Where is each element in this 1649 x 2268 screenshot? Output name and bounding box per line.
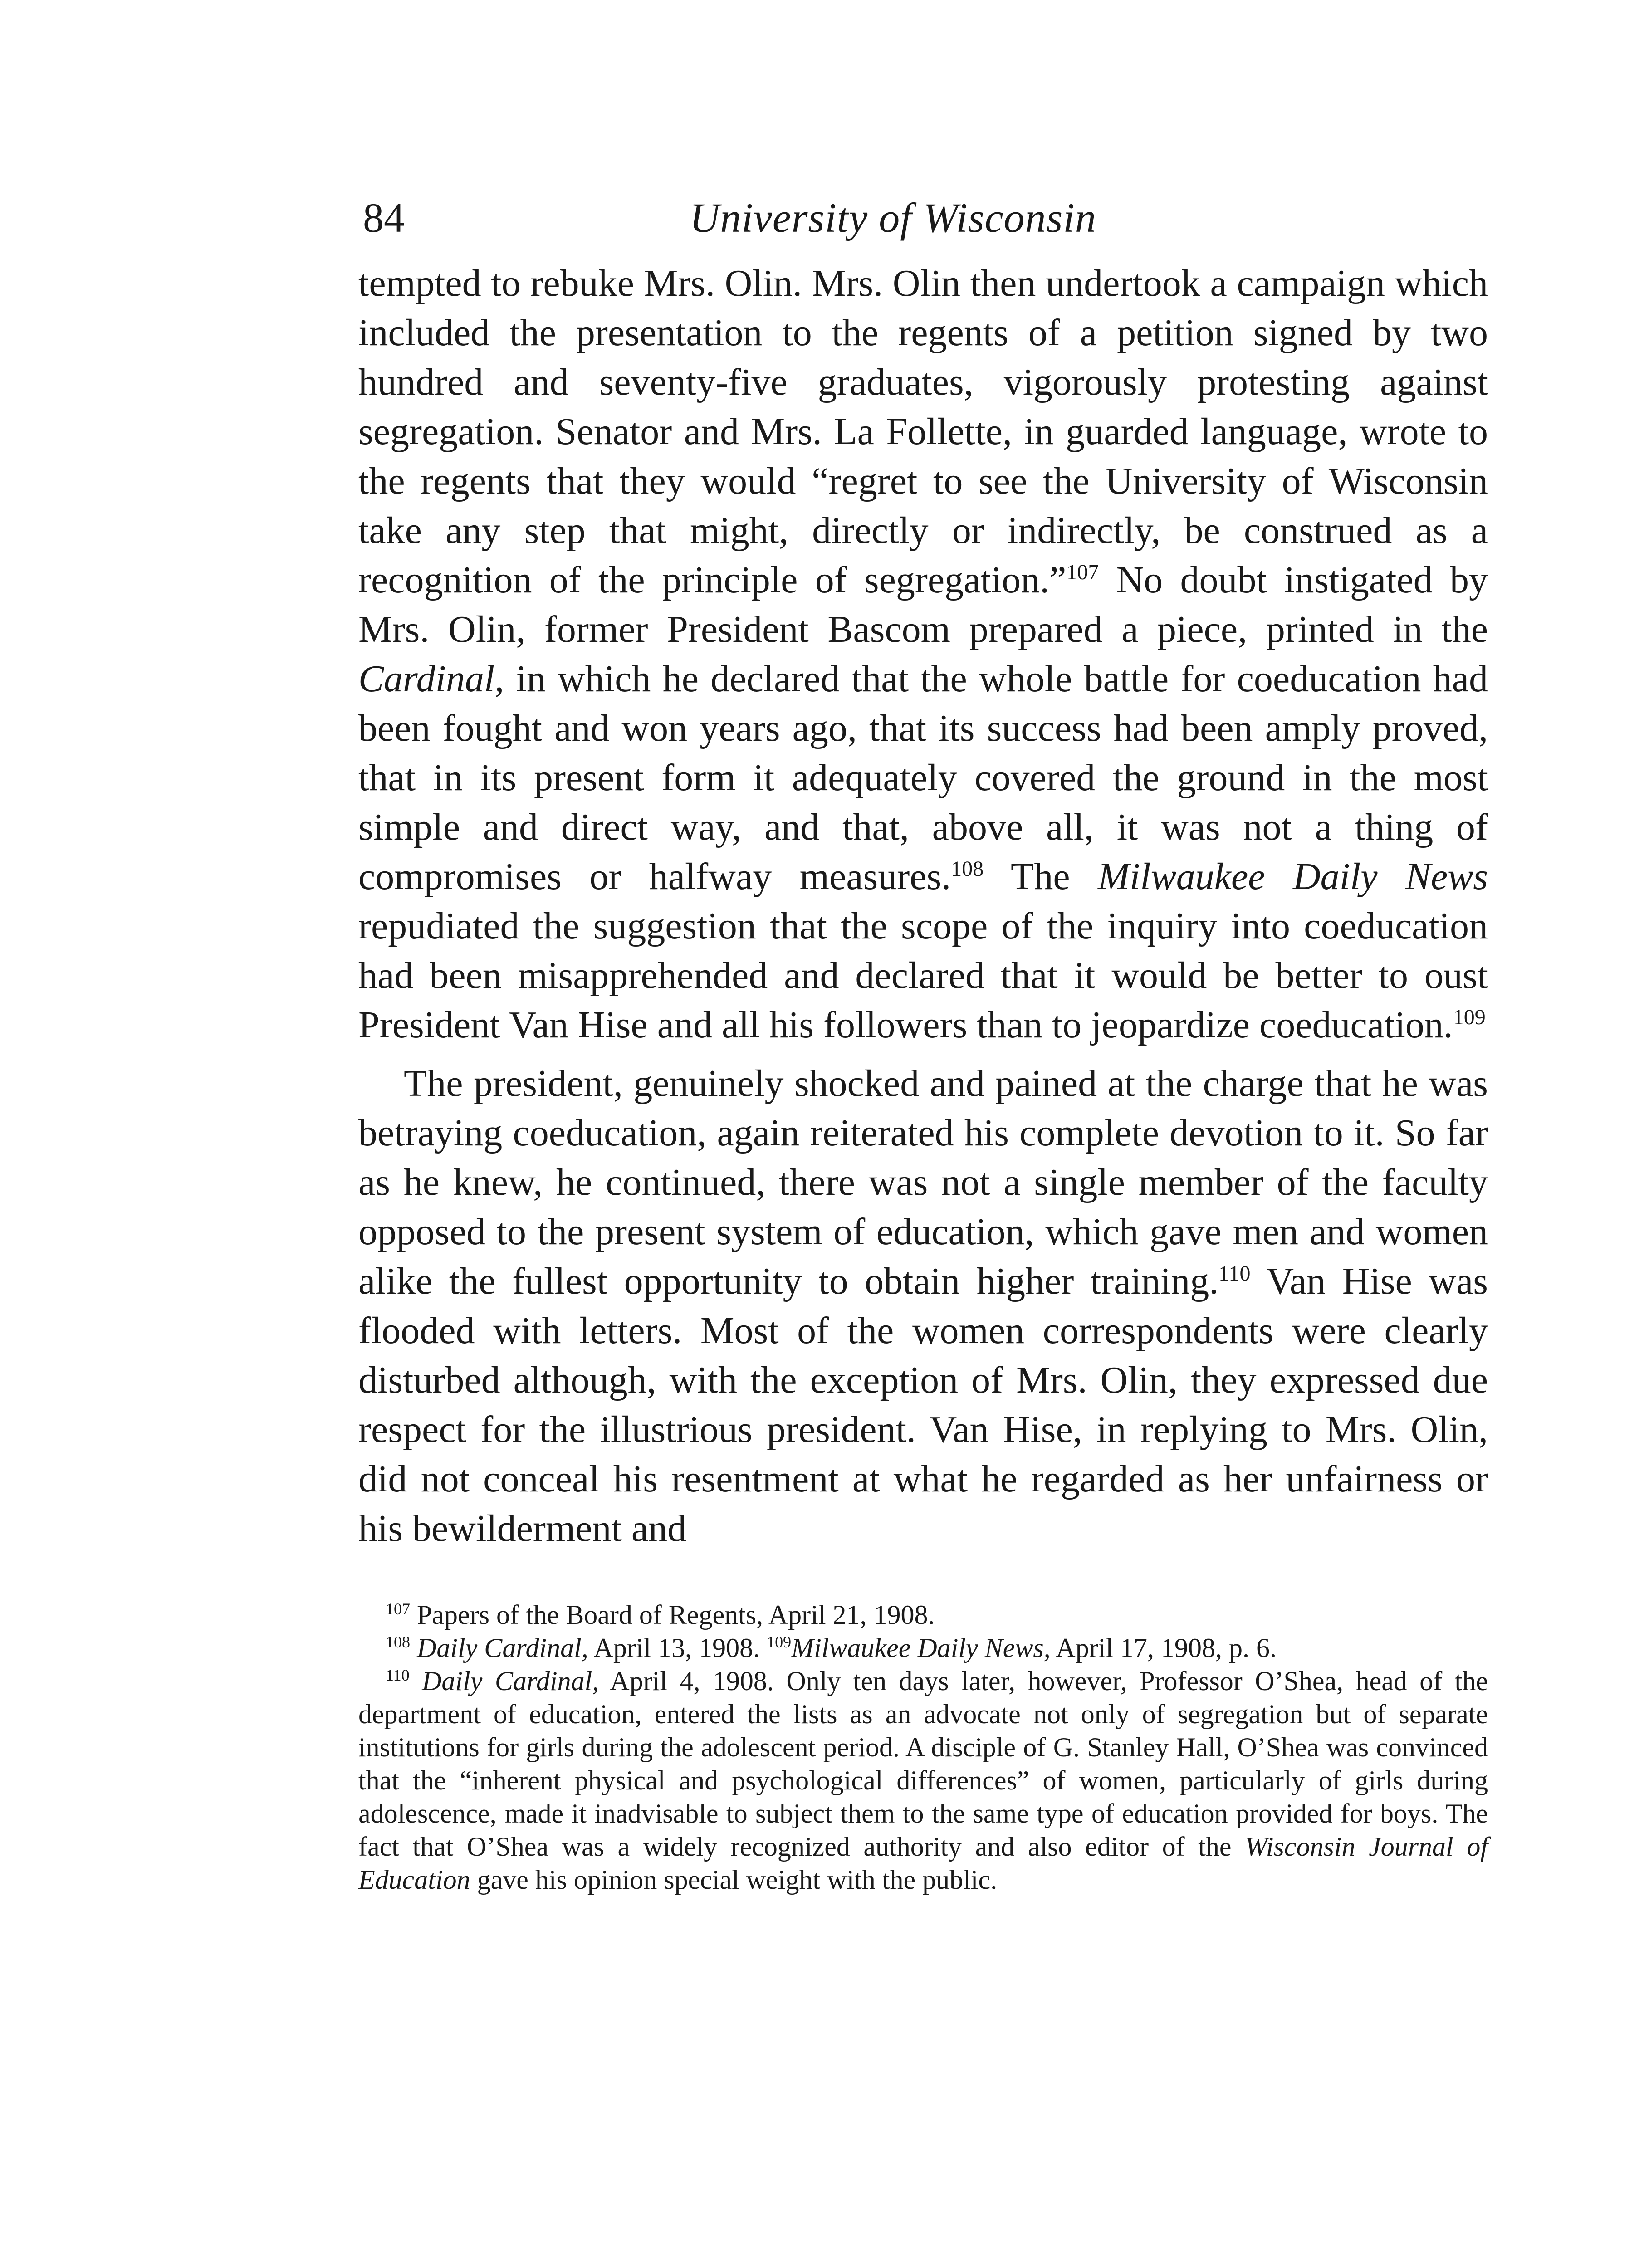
footnote [358,1632,1488,1665]
body-text [358,259,1488,1553]
footnote-reference: 108 [951,857,984,881]
footnote-text: April 4, 1908. Only ten days later, however, Professor O’Shea, head of the department of education, entered the lists as an advocate not only of segregation but of separate institutions for girls during the adolescent period. A disciple of G. Stanley Hall, O’Shea was convinced that the “inherent physical and psychological differences” of women, particularly of girls during adolescence, made it inadvisable to subject them to the same type of education provided for boys. The fact that O’Shea was a widely recognized authority and also editor of the [358,1666,1488,1862]
body-text: The [984,855,1098,898]
footnote-text: gave his opinion special weight with the public. [470,1865,998,1895]
footnote-text: April 13, 1908. [588,1633,767,1663]
footnote-italic-text: Daily Cardinal, [409,1666,599,1696]
running-title: University of Wisconsin [690,195,1096,241]
body-text: repudiated the suggestion that the scope of the inquiry into coeducation had been misapprehended and declared that it would be better to oust President Van Hise and all his followers than to jeopardize coeducation. [358,905,1488,1046]
body-text: No doubt instigated by Mrs. Olin, former President Bascom prepared a piece, printed in the [358,559,1488,650]
paragraph [358,1059,1488,1553]
footnote-reference: 108 [386,1633,410,1651]
footnote-text: April 17, 1908, p. 6. [1050,1633,1277,1663]
footnote-reference: 110 [1218,1261,1251,1286]
footnote-italic-text: Daily Cardinal, [410,1633,588,1663]
footnote [358,1665,1488,1897]
footnote-reference: 109 [767,1633,792,1651]
footnote-reference: 110 [386,1666,410,1684]
footnote-text: Papers of the Board of Regents, April 21, 1908. [410,1600,935,1630]
running-head [358,195,1488,259]
footnote-italic-text: Wisconsin Journal of Education [358,1832,1488,1895]
footnote-reference: 107 [386,1600,410,1618]
body-italic-text: Cardinal, [358,658,504,700]
book-page [358,195,1488,1897]
body-text: tempted to rebuke Mrs. Olin. Mrs. Olin then undertook a campaign which included the presentation to the regents of a petition signed by two hundred and seventy-five graduates, vigorously protesting against segregation. Senator and Mrs. La Follette, in guarded language, wrote to the regents that they would “regret to see the University of Wisconsin take any step that might, directly or indirectly, be construed as a recognition of the principle of segregation.” [358,262,1488,601]
paragraph [358,259,1488,1050]
body-italic-text: Milwaukee Daily News [1098,855,1488,898]
footnote [358,1598,1488,1632]
footnote-reference: 107 [1066,560,1099,584]
footnote-reference: 109 [1453,1005,1486,1029]
body-text: Van Hise was flooded with letters. Most of the women correspondents were clearly disturbed although, with the exception of Mrs. Olin, they expressed due respect for the illustrious president. Van Hise, in replying to Mrs. Olin, did not conceal his resentment at what he regarded as her unfairness or his bewilderment and [358,1260,1488,1549]
footnote-italic-text: Milwaukee Daily News, [791,1633,1051,1663]
footnotes [358,1598,1488,1897]
page-number: 84 [363,195,405,241]
body-text: in which he declared that the whole battle for coeducation had been fought and won years ago, that its success had been amply proved, that in its present form it adequately covered the ground in the most simple and direct way, and that, above all, it was not a thing of compromises or halfway measures. [358,658,1488,898]
body-text: The president, genuinely shocked and pained at the charge that he was betraying coeducation, again reiterated his complete devotion to it. So far as he knew, he continued, there was not a single member of the faculty opposed to the present system of education, which gave men and women alike the fullest opportunity to obtain higher training. [358,1062,1488,1302]
